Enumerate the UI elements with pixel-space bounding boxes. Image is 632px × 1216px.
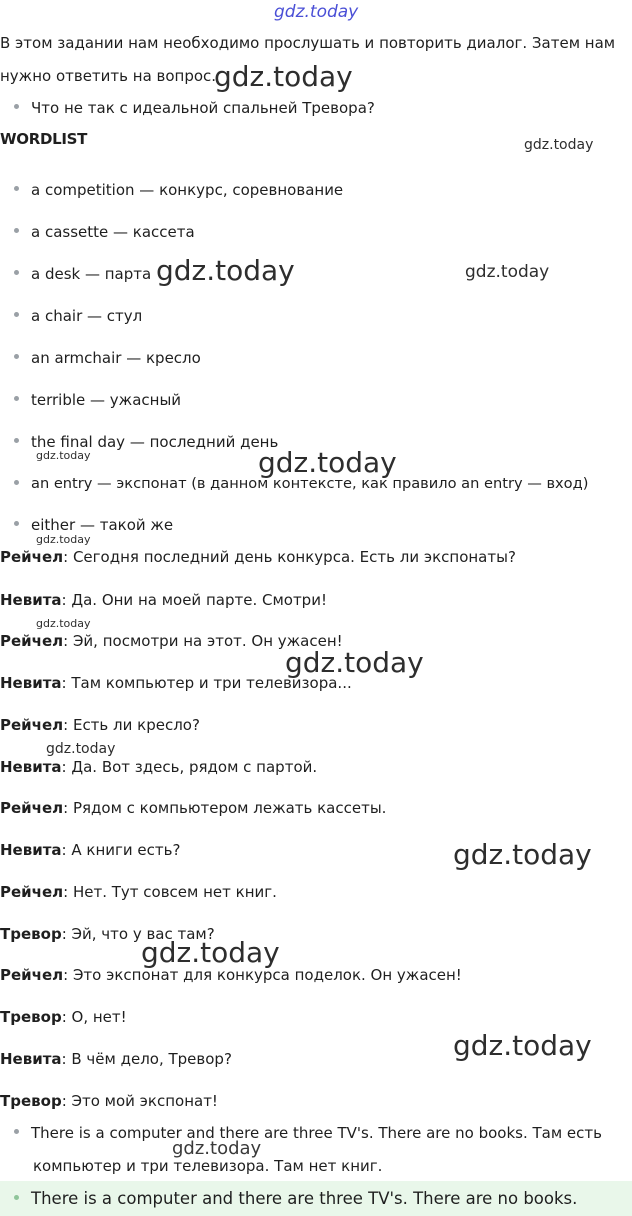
dialogue-line: Невита: Да. Вот здесь, рядом с партой. <box>0 758 318 776</box>
wordlist-item: an armchair — кресло <box>14 349 201 367</box>
dialogue-line: Рейчел: Рядом с компьютером лежать кассеты. <box>0 799 387 817</box>
speaker-name: Невита <box>0 841 62 859</box>
dialogue-line: Рейчел: Сегодня последний день конкурса. Есть ли экспонаты? <box>0 548 516 566</box>
watermark: gdz.today <box>141 936 280 969</box>
speaker-name: Невита <box>0 674 62 692</box>
bullet-icon <box>14 312 19 317</box>
wordlist-item: a competition — конкурс, соревнование <box>14 181 343 199</box>
watermark: gdz.today <box>285 646 424 679</box>
speaker-name: Рейчел <box>0 632 64 650</box>
wordlist-item: a cassette — кассета <box>14 223 195 241</box>
dialogue-line: Рейчел: Это экспонат для конкурса поделок. Он ужасен! <box>0 966 462 984</box>
speaker-name: Рейчел <box>0 883 64 901</box>
dialogue-line: Тревор: О, нет! <box>0 1008 127 1026</box>
speaker-name: Невита <box>0 1050 62 1068</box>
watermark: gdz.today <box>258 446 397 479</box>
watermark: gdz.today <box>36 449 91 462</box>
answer-text: There is a computer and there are three TV's. There are no books. <box>14 1189 577 1208</box>
dialogue-line: Рейчел: Есть ли кресло? <box>0 716 200 734</box>
wordlist-item: the final day — последний день <box>14 433 278 451</box>
wordlist-item: a desk — парта <box>14 265 151 283</box>
watermark: gdz.today <box>524 137 594 153</box>
bullet-icon <box>14 521 19 526</box>
watermark: gdz.today <box>36 533 91 546</box>
speaker-name: Рейчел <box>0 716 64 734</box>
dialogue-line: Невита: В чём дело, Тревор? <box>0 1050 232 1068</box>
watermark: gdz.today <box>453 838 592 871</box>
site-logo: gdz.today <box>274 2 359 22</box>
intro-question: Что не так с идеальной спальней Тревора? <box>14 99 375 117</box>
bullet-icon <box>14 186 19 191</box>
wordlist-item: a chair — стул <box>14 307 142 325</box>
watermark: gdz.today <box>214 60 353 93</box>
wordlist-heading: WORDLIST <box>0 130 88 148</box>
translation-line-2: компьютер и три телевизора. Там нет книг. <box>33 1157 383 1175</box>
dialogue-line: Тревор: Эй, что у вас там? <box>0 925 215 943</box>
bullet-icon <box>14 228 19 233</box>
speaker-name: Рейчел <box>0 548 64 566</box>
speaker-name: Рейчел <box>0 799 64 817</box>
intro-line-2: нужно ответить на вопрос. <box>0 67 217 85</box>
bullet-icon <box>14 104 19 109</box>
watermark: gdz.today <box>465 262 550 282</box>
bullet-icon <box>14 1195 19 1200</box>
speaker-name: Невита <box>0 591 62 609</box>
dialogue-line: Невита: А книги есть? <box>0 841 181 859</box>
dialogue-line: Рейчел: Нет. Тут совсем нет книг. <box>0 883 277 901</box>
dialogue-line: Тревор: Это мой экспонат! <box>0 1092 218 1110</box>
watermark: gdz.today <box>36 617 91 630</box>
speaker-name: Тревор <box>0 1008 62 1026</box>
translation-line-1: There is a computer and there are three TV's. There are no books. Там есть <box>14 1124 602 1142</box>
bullet-icon <box>14 396 19 401</box>
bullet-icon <box>14 354 19 359</box>
watermark: gdz.today <box>46 741 116 757</box>
bullet-icon <box>14 480 19 485</box>
speaker-name: Тревор <box>0 1092 62 1110</box>
wordlist-item: either — такой же <box>14 516 173 534</box>
bullet-icon <box>14 1129 19 1134</box>
watermark: gdz.today <box>156 254 295 287</box>
bullet-icon <box>14 438 19 443</box>
speaker-name: Невита <box>0 758 62 776</box>
bullet-icon <box>14 270 19 275</box>
speaker-name: Тревор <box>0 925 62 943</box>
watermark: gdz.today <box>172 1138 262 1159</box>
dialogue-line: Рейчел: Эй, посмотри на этот. Он ужасен! <box>0 632 343 650</box>
watermark: gdz.today <box>453 1029 592 1062</box>
wordlist-item: terrible — ужасный <box>14 391 181 409</box>
intro-line-1: В этом задании нам необходимо прослушать и повторить диалог. Затем нам <box>0 34 616 52</box>
dialogue-line: Невита: Да. Они на моей парте. Смотри! <box>0 591 327 609</box>
dialogue-line: Невита: Там компьютер и три телевизора... <box>0 674 352 692</box>
wordlist-item: an entry — экспонат (в данном контексте, как правило an entry — вход) <box>14 475 588 492</box>
speaker-name: Рейчел <box>0 966 64 984</box>
